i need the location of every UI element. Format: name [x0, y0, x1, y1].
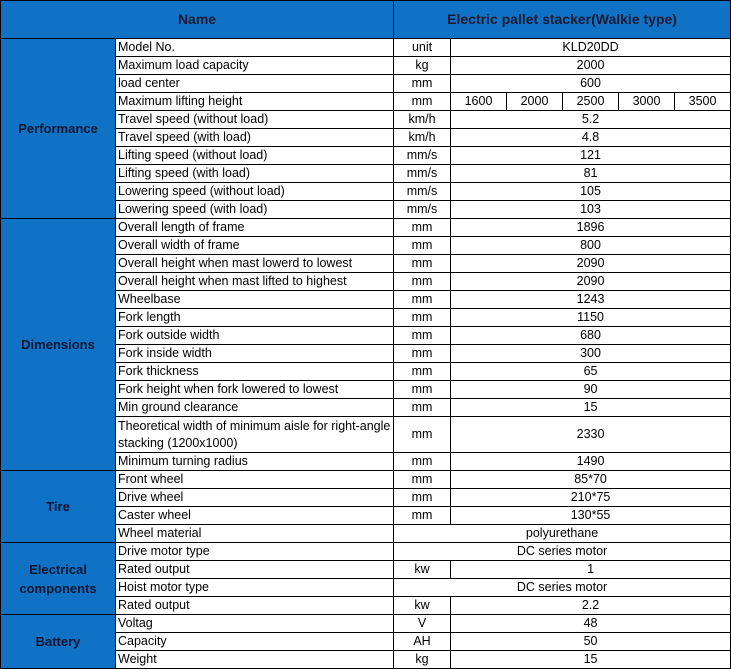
- value-cell: 2330: [451, 417, 731, 453]
- param-label: Drive wheel: [116, 489, 394, 507]
- unit-cell: mm: [394, 255, 451, 273]
- value-cell: 1150: [451, 309, 731, 327]
- param-label: Model No.: [116, 39, 394, 57]
- unit-cell: mm: [394, 453, 451, 471]
- value-cell: DC series motor: [394, 579, 731, 597]
- param-label: Front wheel: [116, 471, 394, 489]
- value-cell: 105: [451, 183, 731, 201]
- value-cell: 85*70: [451, 471, 731, 489]
- unit-cell: mm: [394, 93, 451, 111]
- lift-height-option: 2000: [507, 93, 563, 111]
- value-cell: 103: [451, 201, 731, 219]
- param-label: Fork thickness: [116, 363, 394, 381]
- param-label: Overall height when mast lowerd to lowest: [116, 255, 394, 273]
- value-cell: 680: [451, 327, 731, 345]
- value-cell: 2090: [451, 273, 731, 291]
- unit-cell: mm: [394, 237, 451, 255]
- group-electrical: Electrical components: [1, 543, 116, 615]
- value-cell: KLD20DD: [451, 39, 731, 57]
- unit-cell: kg: [394, 57, 451, 75]
- param-label: Fork outside width: [116, 327, 394, 345]
- unit-cell: mm/s: [394, 201, 451, 219]
- value-cell: DC series motor: [394, 543, 731, 561]
- param-label: Wheel material: [116, 525, 394, 543]
- lift-height-option: 2500: [563, 93, 619, 111]
- lift-height-option: 1600: [451, 93, 507, 111]
- unit-cell: mm: [394, 75, 451, 93]
- table-row: [1, 219, 731, 237]
- value-cell: 800: [451, 237, 731, 255]
- group-battery: Battery: [1, 615, 116, 669]
- unit-cell: kw: [394, 561, 451, 579]
- param-label: Wheelbase: [116, 291, 394, 309]
- unit-cell: mm: [394, 363, 451, 381]
- unit-cell: AH: [394, 633, 451, 651]
- value-cell: 4.8: [451, 129, 731, 147]
- value-cell: 5.2: [451, 111, 731, 129]
- unit-cell: mm: [394, 399, 451, 417]
- unit-cell: mm: [394, 381, 451, 399]
- value-cell: 130*55: [451, 507, 731, 525]
- param-label: Minimum turning radius: [116, 453, 394, 471]
- unit-cell: mm: [394, 471, 451, 489]
- param-label: Drive motor type: [116, 543, 394, 561]
- param-label: Overall length of frame: [116, 219, 394, 237]
- value-cell: 50: [451, 633, 731, 651]
- value-cell: 2.2: [451, 597, 731, 615]
- param-label: Travel speed (with load): [116, 129, 394, 147]
- unit-cell: mm/s: [394, 165, 451, 183]
- table-row: [1, 543, 731, 561]
- unit-cell: V: [394, 615, 451, 633]
- unit-cell: kw: [394, 597, 451, 615]
- header-row: [1, 1, 731, 39]
- unit-cell: unit: [394, 39, 451, 57]
- param-label: Weight: [116, 651, 394, 669]
- unit-cell: kg: [394, 651, 451, 669]
- unit-cell: km/h: [394, 111, 451, 129]
- value-cell: 1: [451, 561, 731, 579]
- unit-cell: mm/s: [394, 183, 451, 201]
- product-header: Electric pallet stacker(Walkie type): [394, 1, 731, 39]
- value-cell: 2090: [451, 255, 731, 273]
- param-label: Voltag: [116, 615, 394, 633]
- value-cell: 1490: [451, 453, 731, 471]
- unit-cell: mm: [394, 291, 451, 309]
- param-label: Lowering speed (with load): [116, 201, 394, 219]
- unit-cell: mm: [394, 273, 451, 291]
- param-label: Hoist motor type: [116, 579, 394, 597]
- value-cell: 81: [451, 165, 731, 183]
- group-tire: Tire: [1, 471, 116, 543]
- unit-cell: mm: [394, 345, 451, 363]
- param-label: Capacity: [116, 633, 394, 651]
- name-header: Name: [1, 1, 394, 39]
- param-label: load center: [116, 75, 394, 93]
- table-row: [1, 615, 731, 633]
- param-label: Theoretical width of minimum aisle for right-angle stacking (1200x1000): [116, 417, 394, 453]
- value-cell: 121: [451, 147, 731, 165]
- value-cell: 2000: [451, 57, 731, 75]
- param-label: Lifting speed (with load): [116, 165, 394, 183]
- param-label: Min ground clearance: [116, 399, 394, 417]
- param-label: Maximum load capacity: [116, 57, 394, 75]
- value-cell: 1896: [451, 219, 731, 237]
- lift-height-option: 3500: [675, 93, 731, 111]
- param-label: Fork inside width: [116, 345, 394, 363]
- value-cell: 1243: [451, 291, 731, 309]
- param-label: Maximum lifting height: [116, 93, 394, 111]
- group-performance: Performance: [1, 39, 116, 219]
- param-label: Overall width of frame: [116, 237, 394, 255]
- param-label: Rated output: [116, 597, 394, 615]
- unit-cell: mm: [394, 219, 451, 237]
- value-cell: 48: [451, 615, 731, 633]
- unit-cell: mm: [394, 417, 451, 453]
- unit-cell: mm: [394, 489, 451, 507]
- value-cell: 300: [451, 345, 731, 363]
- param-label: Fork height when fork lowered to lowest: [116, 381, 394, 399]
- lift-height-option: 3000: [619, 93, 675, 111]
- table-row: [1, 471, 731, 489]
- value-cell: 210*75: [451, 489, 731, 507]
- param-label: Fork length: [116, 309, 394, 327]
- value-cell: 90: [451, 381, 731, 399]
- value-cell: 15: [451, 399, 731, 417]
- unit-cell: mm: [394, 327, 451, 345]
- param-label: Overall height when mast lifted to highest: [116, 273, 394, 291]
- param-label: Lifting speed (without load): [116, 147, 394, 165]
- value-cell: polyurethane: [394, 525, 731, 543]
- value-cell: 600: [451, 75, 731, 93]
- unit-cell: mm: [394, 507, 451, 525]
- unit-cell: km/h: [394, 129, 451, 147]
- value-cell: 15: [451, 651, 731, 669]
- param-label: Lowering speed (without load): [116, 183, 394, 201]
- param-label: Travel speed (without load): [116, 111, 394, 129]
- param-label: Caster wheel: [116, 507, 394, 525]
- param-label: Rated output: [116, 561, 394, 579]
- table-row: [1, 39, 731, 57]
- unit-cell: mm/s: [394, 147, 451, 165]
- value-cell: 65: [451, 363, 731, 381]
- unit-cell: mm: [394, 309, 451, 327]
- group-dimensions: Dimensions: [1, 219, 116, 471]
